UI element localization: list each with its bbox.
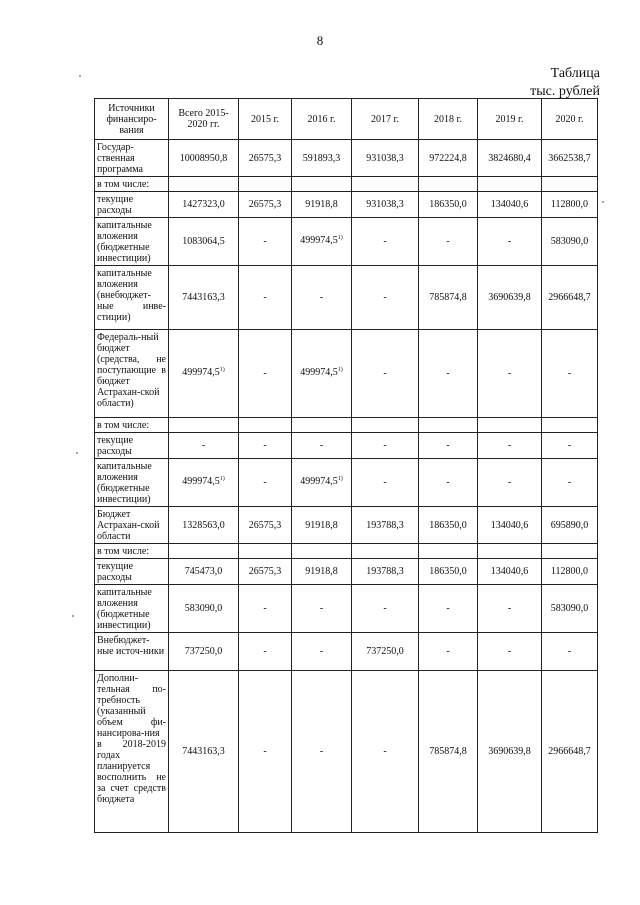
value-cell — [169, 633, 239, 671]
table-unit: тыс. рублей — [530, 84, 600, 99]
row-label: Бюджет Астрахан-ской области — [95, 507, 169, 544]
value-cell — [352, 585, 419, 633]
value-cell — [419, 433, 478, 459]
empty-cell — [292, 418, 352, 433]
value-cell — [352, 459, 419, 507]
table-subheader-row — [95, 544, 598, 559]
cell-value: 10008950,8 — [179, 152, 228, 164]
cell-value: - — [446, 646, 450, 657]
value-cell — [478, 192, 542, 218]
value-cell — [542, 266, 598, 330]
financing-table — [94, 98, 598, 833]
row-label: Дополни-тельная по-требность (указанный объем фи-нансирова-ния в 2018-2019 годах планируется восполнить не за счет средств бюджета — [95, 671, 169, 833]
table-subheader-row — [95, 418, 598, 433]
value-cell — [352, 192, 419, 218]
empty-cell — [352, 177, 419, 192]
value-cell — [292, 192, 352, 218]
value-cell — [292, 140, 352, 177]
table-row — [95, 192, 598, 218]
value-cell — [169, 671, 239, 833]
empty-cell — [542, 544, 598, 559]
cell-value: 1083064,5 — [182, 236, 225, 247]
empty-cell — [169, 177, 239, 192]
value-cell — [239, 330, 292, 418]
cell-value: 134040,6 — [490, 566, 529, 577]
value-cell — [478, 459, 542, 507]
cell-value: 193788,3 — [366, 566, 404, 577]
cell-value: 193788,3 — [366, 519, 404, 531]
value-cell — [419, 459, 478, 507]
cell-value: 134040,6 — [490, 519, 529, 531]
value-cell — [292, 507, 352, 544]
value-cell — [239, 192, 292, 218]
value-cell — [239, 140, 292, 177]
cell-value: - — [446, 236, 450, 247]
value-cell — [239, 633, 292, 671]
table-row — [95, 433, 598, 459]
row-label: капитальные вложения (бюджетные инвестиции) — [95, 218, 169, 266]
cell-value: 972224,8 — [429, 152, 467, 164]
empty-cell — [352, 418, 419, 433]
row-label: в том числе: — [95, 544, 169, 559]
value-cell — [292, 459, 352, 507]
cell-value: - — [263, 292, 267, 303]
header-cell: 2017 г. — [352, 99, 419, 140]
cell-value: 583090,0 — [550, 603, 589, 614]
row-label: текущие расходы — [95, 192, 169, 218]
value-cell — [169, 266, 239, 330]
value-cell — [419, 330, 478, 418]
value-cell — [419, 633, 478, 671]
value-cell — [352, 507, 419, 544]
cell-value: - — [383, 292, 387, 303]
table-row — [95, 218, 598, 266]
cell-value: - — [567, 646, 572, 657]
cell-value: 26575,3 — [248, 566, 282, 577]
cell-value: 583090,0 — [550, 236, 589, 247]
header-cell: 2016 г. — [292, 99, 352, 140]
value-cell — [419, 140, 478, 177]
cell-value: 91918,8 — [305, 199, 338, 210]
cell-value: 499974,5 — [182, 367, 220, 378]
footnote-marker: 1) — [219, 367, 225, 373]
empty-cell — [239, 544, 292, 559]
cell-value: - — [319, 646, 324, 657]
table-row — [95, 459, 598, 507]
cell-value: 737250,0 — [184, 646, 223, 657]
empty-cell — [169, 418, 239, 433]
empty-cell — [542, 418, 598, 433]
value-cell — [292, 433, 352, 459]
header-cell: Источники финансиро-вания — [95, 99, 169, 140]
cell-value: - — [507, 603, 512, 614]
empty-cell — [292, 544, 352, 559]
cell-value: - — [383, 236, 387, 247]
cell-value: 3690639,8 — [488, 292, 531, 303]
scan-speck — [76, 452, 78, 454]
cell-value: - — [263, 368, 267, 379]
value-cell — [169, 218, 239, 266]
cell-value: 3690639,8 — [488, 746, 531, 757]
value-cell — [239, 671, 292, 833]
cell-value: - — [446, 440, 450, 451]
empty-cell — [419, 544, 478, 559]
value-cell — [292, 266, 352, 330]
value-cell — [542, 585, 598, 633]
header-cell: 2019 г. — [478, 99, 542, 140]
header-cell: 2018 г. — [419, 99, 478, 140]
value-cell — [478, 266, 542, 330]
empty-cell — [478, 418, 542, 433]
cell-value: - — [446, 603, 450, 614]
value-cell — [239, 559, 292, 585]
table-row — [95, 633, 598, 671]
value-cell — [419, 192, 478, 218]
value-cell — [352, 140, 419, 177]
table-header-row — [95, 99, 598, 140]
header-cell: 2020 г. — [542, 99, 598, 140]
value-cell — [169, 140, 239, 177]
cell-value: 499974,5 — [182, 476, 220, 487]
cell-value: 186350,0 — [429, 566, 467, 577]
cell-value: - — [567, 477, 572, 488]
cell-value: 134040,6 — [490, 199, 529, 210]
row-label: в том числе: — [95, 177, 169, 192]
cell-value: 3824680,4 — [488, 152, 531, 164]
table-row — [95, 585, 598, 633]
cell-value: 91918,8 — [305, 566, 338, 577]
cell-value: 3662538,7 — [548, 152, 591, 164]
empty-cell — [352, 544, 419, 559]
cell-value: 499974,5 — [300, 235, 338, 246]
value-cell — [292, 559, 352, 585]
scan-speck — [79, 75, 81, 77]
cell-value: - — [263, 603, 267, 614]
table-row — [95, 559, 598, 585]
value-cell — [352, 671, 419, 833]
header-cell: 2015 г. — [239, 99, 292, 140]
cell-value: - — [567, 368, 572, 379]
cell-value: 785874,8 — [429, 292, 467, 303]
value-cell — [478, 140, 542, 177]
value-cell — [292, 585, 352, 633]
value-cell — [239, 459, 292, 507]
table-row — [95, 266, 598, 330]
value-cell — [478, 433, 542, 459]
value-cell — [419, 671, 478, 833]
cell-value: 91918,8 — [305, 519, 338, 531]
cell-value: - — [446, 477, 450, 488]
value-cell — [169, 192, 239, 218]
value-cell — [239, 585, 292, 633]
cell-value: - — [319, 440, 324, 451]
value-cell — [352, 266, 419, 330]
cell-value: - — [263, 646, 267, 657]
header-cell: Всего 2015-2020 гг. — [169, 99, 239, 140]
value-cell — [169, 585, 239, 633]
cell-value: 931038,3 — [366, 152, 404, 164]
empty-cell — [478, 544, 542, 559]
cell-value: - — [201, 440, 206, 451]
cell-value: 1328563,0 — [182, 519, 225, 531]
cell-value: - — [507, 440, 512, 451]
row-label: капитальные вложения (внебюджет-ные инве-стиции) — [95, 266, 169, 330]
cell-value: 2966648,7 — [548, 746, 591, 757]
value-cell — [352, 433, 419, 459]
value-cell — [352, 330, 419, 418]
value-cell — [419, 559, 478, 585]
cell-value: 737250,0 — [366, 646, 404, 657]
value-cell — [542, 671, 598, 833]
cell-value: 186350,0 — [429, 519, 467, 531]
row-label: текущие расходы — [95, 433, 169, 459]
cell-value: 7443163,3 — [182, 292, 225, 303]
cell-value: 112800,0 — [550, 566, 589, 577]
cell-value: - — [507, 368, 512, 379]
row-label: Внебюджет-ные источ-ники — [95, 633, 169, 671]
value-cell — [292, 671, 352, 833]
cell-value: - — [507, 477, 512, 488]
value-cell — [478, 633, 542, 671]
footnote-marker: 1) — [337, 235, 343, 241]
cell-value: 931038,3 — [366, 199, 404, 210]
cell-value: - — [263, 477, 267, 488]
value-cell — [542, 559, 598, 585]
table-row — [95, 140, 598, 177]
cell-value: - — [319, 292, 324, 303]
value-cell — [419, 218, 478, 266]
value-cell — [239, 433, 292, 459]
table-subheader-row — [95, 177, 598, 192]
cell-value: - — [567, 440, 572, 451]
cell-value: - — [263, 746, 267, 757]
cell-value: - — [507, 236, 512, 247]
cell-value: 26575,3 — [248, 519, 282, 531]
value-cell — [239, 266, 292, 330]
value-cell — [478, 218, 542, 266]
value-cell — [169, 507, 239, 544]
cell-value: 499974,5 — [300, 367, 338, 378]
value-cell — [169, 459, 239, 507]
value-cell — [542, 140, 598, 177]
empty-cell — [169, 544, 239, 559]
value-cell — [478, 559, 542, 585]
value-cell — [542, 459, 598, 507]
row-label: Федераль-ный бюджет (средства, не поступающие в бюджет Астрахан-ской области) — [95, 330, 169, 418]
cell-value: 785874,8 — [429, 746, 467, 757]
cell-value: 186350,0 — [429, 199, 467, 210]
value-cell — [169, 330, 239, 418]
empty-cell — [478, 177, 542, 192]
cell-value: - — [383, 746, 387, 757]
empty-cell — [239, 177, 292, 192]
table-row — [95, 507, 598, 544]
cell-value: 2966648,7 — [548, 292, 591, 303]
value-cell — [542, 507, 598, 544]
cell-value: 26575,3 — [248, 199, 282, 210]
value-cell — [542, 633, 598, 671]
value-cell — [419, 585, 478, 633]
cell-value: - — [383, 368, 387, 379]
value-cell — [542, 218, 598, 266]
footnote-marker: 1) — [219, 476, 225, 482]
row-label: капитальные вложения (бюджетные инвестиции) — [95, 585, 169, 633]
empty-cell — [419, 177, 478, 192]
footnote-marker: 1) — [337, 367, 343, 373]
cell-value: - — [383, 440, 387, 451]
cell-value: - — [263, 236, 267, 247]
scan-speck — [72, 615, 74, 617]
row-label: капитальные вложения (бюджетные инвестиции) — [95, 459, 169, 507]
value-cell — [239, 507, 292, 544]
value-cell — [169, 559, 239, 585]
value-cell — [419, 507, 478, 544]
cell-value: - — [319, 746, 324, 757]
row-label: в том числе: — [95, 418, 169, 433]
value-cell — [542, 433, 598, 459]
value-cell — [478, 585, 542, 633]
table-caption: Таблица — [550, 66, 600, 81]
row-label: Государ-ственная программа — [95, 140, 169, 177]
cell-value: 112800,0 — [550, 199, 589, 210]
value-cell — [478, 330, 542, 418]
cell-value: - — [319, 603, 324, 614]
scan-speck — [602, 201, 604, 203]
cell-value: - — [383, 477, 387, 488]
value-cell — [352, 218, 419, 266]
cell-value: 499974,5 — [300, 476, 338, 487]
cell-value: - — [383, 603, 387, 614]
value-cell — [292, 633, 352, 671]
row-label: текущие расходы — [95, 559, 169, 585]
cell-value: 583090,0 — [184, 603, 223, 614]
value-cell — [292, 330, 352, 418]
empty-cell — [419, 418, 478, 433]
cell-value: 7443163,3 — [182, 746, 225, 757]
value-cell — [239, 218, 292, 266]
value-cell — [169, 433, 239, 459]
value-cell — [478, 671, 542, 833]
value-cell — [352, 559, 419, 585]
cell-value: - — [263, 440, 267, 451]
value-cell — [352, 633, 419, 671]
cell-value: - — [507, 646, 512, 657]
value-cell — [542, 192, 598, 218]
value-cell — [542, 330, 598, 418]
table-row — [95, 671, 598, 833]
value-cell — [419, 266, 478, 330]
cell-value: - — [446, 368, 450, 379]
cell-value: 745473,0 — [184, 566, 223, 577]
cell-value: 26575,3 — [248, 152, 282, 164]
cell-value: 1427323,0 — [182, 199, 225, 210]
empty-cell — [239, 418, 292, 433]
empty-cell — [542, 177, 598, 192]
cell-value: 695890,0 — [550, 519, 589, 531]
cell-value: 591893,3 — [302, 152, 341, 164]
page-number: 8 — [316, 33, 324, 48]
value-cell — [292, 218, 352, 266]
table-row — [95, 330, 598, 418]
empty-cell — [292, 177, 352, 192]
value-cell — [478, 507, 542, 544]
footnote-marker: 1) — [337, 476, 343, 482]
